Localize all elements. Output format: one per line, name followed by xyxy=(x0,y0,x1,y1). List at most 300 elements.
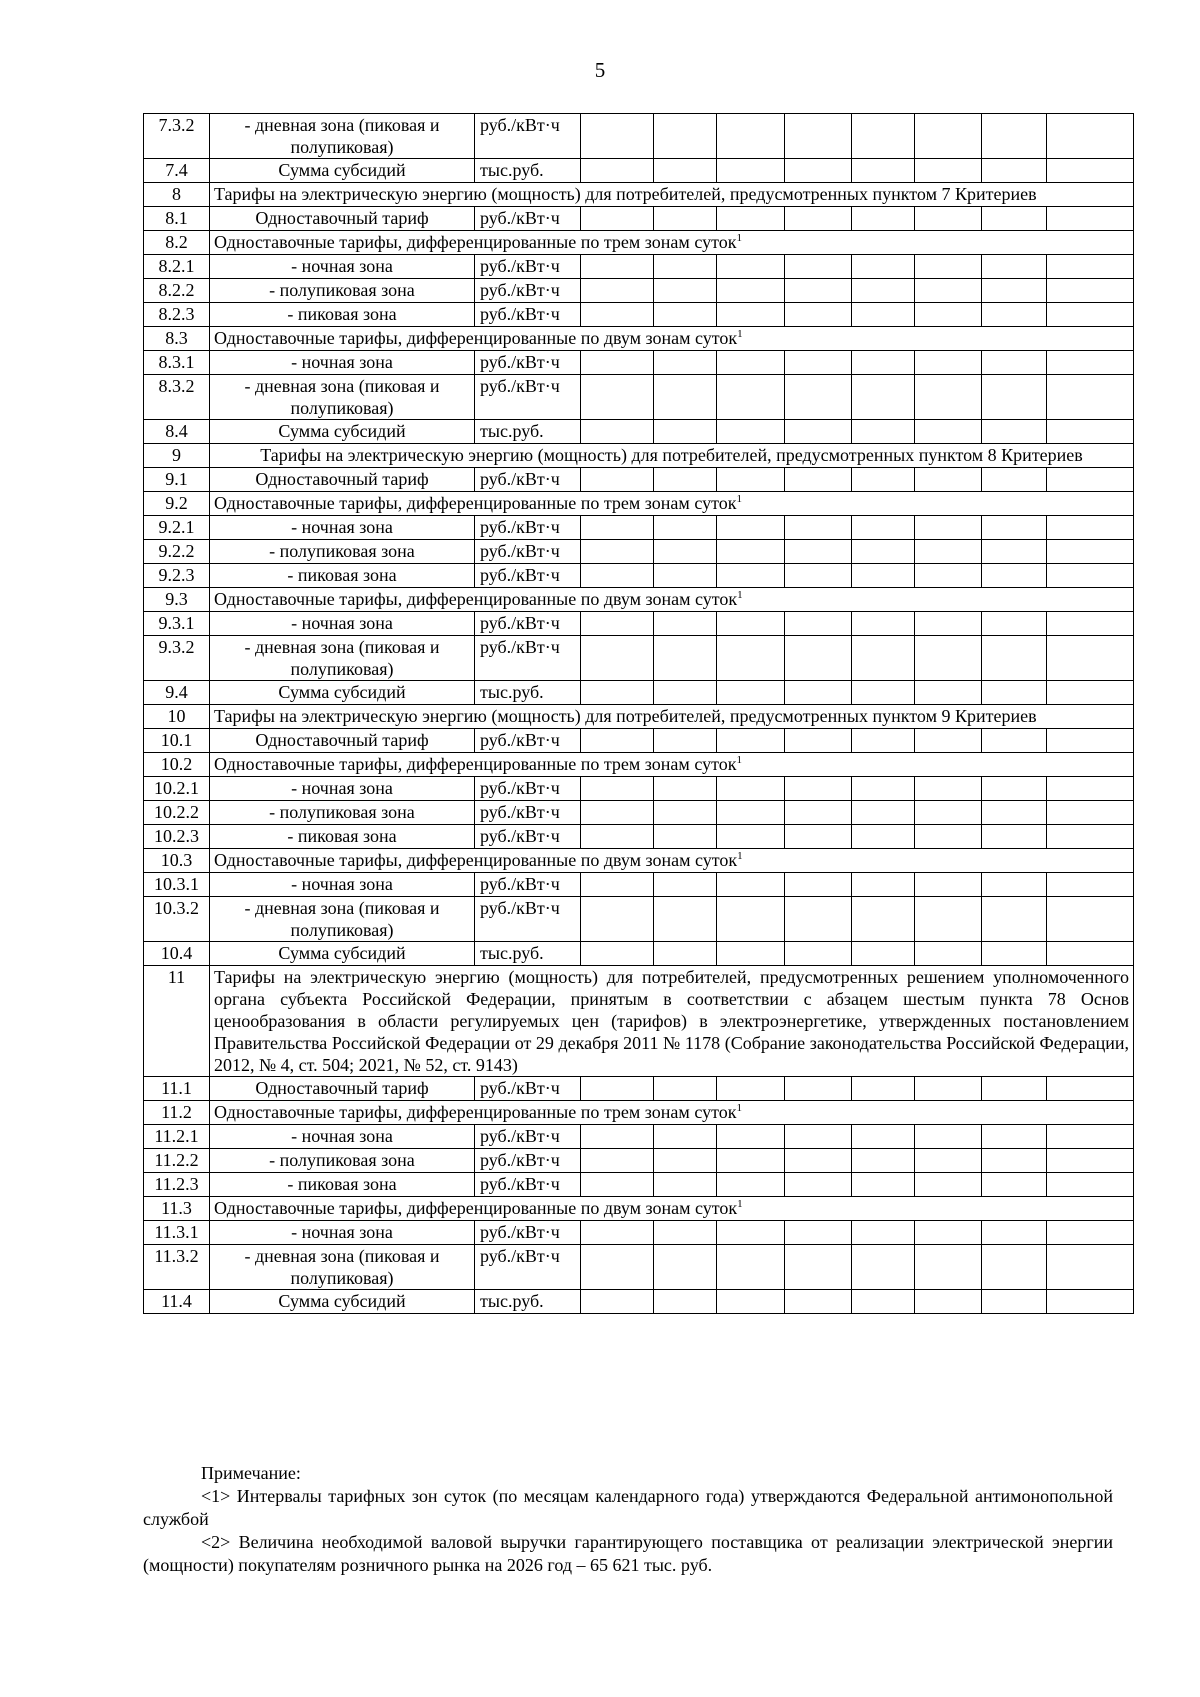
value-cell xyxy=(1047,1221,1134,1245)
unit-cell: тыс.руб. xyxy=(475,681,581,705)
row-number: 7.3.2 xyxy=(144,114,210,159)
page-number: 5 xyxy=(594,58,606,82)
value-cell xyxy=(654,207,717,231)
table-row xyxy=(144,801,1134,825)
value-cell xyxy=(581,375,654,420)
section-title xyxy=(210,1197,1134,1221)
value-cell xyxy=(982,114,1047,159)
indicator-name: - ночная зона xyxy=(210,1221,475,1245)
unit-cell: тыс.руб. xyxy=(475,942,581,966)
value-cell xyxy=(982,279,1047,303)
value-cell xyxy=(785,279,852,303)
value-cell xyxy=(785,873,852,897)
value-cell xyxy=(717,351,785,375)
section-title-text: Одноставочные тарифы, дифференцированные по двум зонам суток xyxy=(214,589,738,609)
section-title xyxy=(210,705,1134,729)
value-cell xyxy=(654,516,717,540)
value-cell xyxy=(717,1221,785,1245)
value-cell xyxy=(1047,897,1134,942)
value-cell xyxy=(717,1125,785,1149)
unit-cell: тыс.руб. xyxy=(475,159,581,183)
value-cell xyxy=(717,873,785,897)
indicator-name: - ночная зона xyxy=(210,351,475,375)
value-cell xyxy=(785,801,852,825)
value-cell xyxy=(654,873,717,897)
value-cell xyxy=(654,1125,717,1149)
row-number: 10 xyxy=(144,705,210,729)
value-cell xyxy=(982,255,1047,279)
row-number: 10.1 xyxy=(144,729,210,753)
value-cell xyxy=(982,159,1047,183)
value-cell xyxy=(785,375,852,420)
section-title-text: Тарифы на электрическую энергию (мощность) для потребителей, предусмотренных пунктом 8 Критериев xyxy=(260,445,1083,465)
value-cell xyxy=(717,612,785,636)
value-cell xyxy=(654,612,717,636)
value-cell xyxy=(785,1221,852,1245)
value-cell xyxy=(982,681,1047,705)
table-body xyxy=(144,114,1134,1314)
value-cell xyxy=(581,114,654,159)
value-cell xyxy=(581,279,654,303)
value-cell xyxy=(915,873,982,897)
value-cell xyxy=(982,801,1047,825)
unit-cell: руб./кВт·ч xyxy=(475,873,581,897)
value-cell xyxy=(1047,564,1134,588)
value-cell xyxy=(785,1077,852,1101)
value-cell xyxy=(785,777,852,801)
row-number: 11.2.2 xyxy=(144,1149,210,1173)
value-cell xyxy=(717,159,785,183)
value-cell xyxy=(581,942,654,966)
indicator-name: Одноставочный тариф xyxy=(210,729,475,753)
value-cell xyxy=(581,897,654,942)
value-cell xyxy=(785,207,852,231)
table-section-row xyxy=(144,753,1134,777)
unit-cell: руб./кВт·ч xyxy=(475,207,581,231)
value-cell xyxy=(717,516,785,540)
footnote-ref: 1 xyxy=(737,328,743,340)
value-cell xyxy=(717,801,785,825)
unit-cell: руб./кВт·ч xyxy=(475,540,581,564)
tariff-table xyxy=(143,113,1134,1314)
section-title xyxy=(210,444,1134,468)
indicator-name: - ночная зона xyxy=(210,777,475,801)
value-cell xyxy=(581,1125,654,1149)
row-number: 11.2.1 xyxy=(144,1125,210,1149)
indicator-name: - пиковая зона xyxy=(210,825,475,849)
value-cell xyxy=(654,351,717,375)
section-title-text: Одноставочные тарифы, дифференцированные по двум зонам суток xyxy=(214,850,738,870)
value-cell xyxy=(915,612,982,636)
value-cell xyxy=(915,303,982,327)
row-number: 8.4 xyxy=(144,420,210,444)
value-cell xyxy=(982,468,1047,492)
row-number: 10.2.2 xyxy=(144,801,210,825)
table-row xyxy=(144,351,1134,375)
value-cell xyxy=(654,159,717,183)
value-cell xyxy=(581,801,654,825)
value-cell xyxy=(915,1221,982,1245)
value-cell xyxy=(915,564,982,588)
footnote-ref: 1 xyxy=(736,754,742,766)
value-cell xyxy=(717,207,785,231)
value-cell xyxy=(785,1125,852,1149)
section-title xyxy=(210,966,1134,1077)
value-cell xyxy=(581,303,654,327)
indicator-name: Сумма субсидий xyxy=(210,1290,475,1314)
value-cell xyxy=(581,564,654,588)
section-title-text: Одноставочные тарифы, дифференцированные по трем зонам суток xyxy=(214,232,737,252)
footnote-ref: 1 xyxy=(736,1102,742,1114)
table-row xyxy=(144,636,1134,681)
indicator-name: - ночная зона xyxy=(210,255,475,279)
section-title xyxy=(210,849,1134,873)
value-cell xyxy=(654,420,717,444)
value-cell xyxy=(852,681,915,705)
indicator-name: - дневная зона (пиковая и полупиковая) xyxy=(210,897,475,942)
value-cell xyxy=(982,351,1047,375)
unit-cell: руб./кВт·ч xyxy=(475,1149,581,1173)
value-cell xyxy=(581,777,654,801)
value-cell xyxy=(1047,1245,1134,1290)
value-cell xyxy=(915,540,982,564)
value-cell xyxy=(915,159,982,183)
table-row xyxy=(144,303,1134,327)
value-cell xyxy=(852,1077,915,1101)
table-row xyxy=(144,468,1134,492)
value-cell xyxy=(785,420,852,444)
value-cell xyxy=(581,255,654,279)
value-cell xyxy=(852,1221,915,1245)
indicator-name: Сумма субсидий xyxy=(210,942,475,966)
row-number: 10.3.2 xyxy=(144,897,210,942)
table-row xyxy=(144,159,1134,183)
value-cell xyxy=(717,114,785,159)
indicator-name: - ночная зона xyxy=(210,516,475,540)
table-row xyxy=(144,1290,1134,1314)
unit-cell: руб./кВт·ч xyxy=(475,825,581,849)
row-number: 9.1 xyxy=(144,468,210,492)
table-row xyxy=(144,1173,1134,1197)
value-cell xyxy=(654,279,717,303)
value-cell xyxy=(915,1077,982,1101)
section-title xyxy=(210,231,1134,255)
note-2: <2> Величина необходимой валовой выручки гарантирующего поставщика от реализации электрической энергии (мощности) покупателям розничного рынка на 2026 год – 65 621 тыс. руб. xyxy=(143,1532,1113,1575)
value-cell xyxy=(852,729,915,753)
value-cell xyxy=(654,375,717,420)
value-cell xyxy=(581,468,654,492)
value-cell xyxy=(982,1245,1047,1290)
footnote-ref: 1 xyxy=(736,232,742,244)
value-cell xyxy=(581,1290,654,1314)
value-cell xyxy=(852,1173,915,1197)
table-row xyxy=(144,279,1134,303)
value-cell xyxy=(654,1173,717,1197)
indicator-name: - дневная зона (пиковая и полупиковая) xyxy=(210,375,475,420)
value-cell xyxy=(915,681,982,705)
value-cell xyxy=(581,729,654,753)
value-cell xyxy=(915,897,982,942)
value-cell xyxy=(581,1245,654,1290)
value-cell xyxy=(581,351,654,375)
value-cell xyxy=(654,1245,717,1290)
value-cell xyxy=(654,681,717,705)
table-row xyxy=(144,207,1134,231)
value-cell xyxy=(1047,207,1134,231)
indicator-name: - ночная зона xyxy=(210,612,475,636)
value-cell xyxy=(785,825,852,849)
indicator-name: - дневная зона (пиковая и полупиковая) xyxy=(210,636,475,681)
row-number: 8.3.2 xyxy=(144,375,210,420)
value-cell xyxy=(982,540,1047,564)
indicator-name: - полупиковая зона xyxy=(210,801,475,825)
indicator-name: Сумма субсидий xyxy=(210,681,475,705)
value-cell xyxy=(915,516,982,540)
value-cell xyxy=(654,777,717,801)
value-cell xyxy=(1047,255,1134,279)
value-cell xyxy=(1047,1149,1134,1173)
value-cell xyxy=(982,303,1047,327)
value-cell xyxy=(982,375,1047,420)
section-title-text: Тарифы на электрическую энергию (мощность) для потребителей, предусмотренных решением уполномоченного органа субъекта Российской Федерации, принятым в соответствии с абзацем шестым пункта 78 Основ ценообразования в области регулируемых цен (тарифов) в электроэнергетике, утвержденных постановлением Правительства Российской Федерации от 29 декабря 2011 № 1178 (Собрание законодательства Российской Федерации, 2012, № 4, ст. 504; 2021, № 52, ст. 9143) xyxy=(214,967,1129,1075)
value-cell xyxy=(1047,777,1134,801)
value-cell xyxy=(982,1173,1047,1197)
table-row xyxy=(144,516,1134,540)
table-row xyxy=(144,375,1134,420)
table-row xyxy=(144,1077,1134,1101)
section-title-text: Одноставочные тарифы, дифференцированные по трем зонам суток xyxy=(214,1102,737,1122)
row-number: 10.3 xyxy=(144,849,210,873)
section-title xyxy=(210,492,1134,516)
value-cell xyxy=(785,468,852,492)
value-cell xyxy=(915,1125,982,1149)
table-row xyxy=(144,825,1134,849)
value-cell xyxy=(717,636,785,681)
unit-cell: руб./кВт·ч xyxy=(475,564,581,588)
table-row xyxy=(144,1149,1134,1173)
unit-cell: руб./кВт·ч xyxy=(475,1245,581,1290)
value-cell xyxy=(915,801,982,825)
value-cell xyxy=(852,468,915,492)
value-cell xyxy=(982,942,1047,966)
row-number: 9 xyxy=(144,444,210,468)
value-cell xyxy=(717,1149,785,1173)
value-cell xyxy=(1047,801,1134,825)
value-cell xyxy=(852,255,915,279)
value-cell xyxy=(982,1125,1047,1149)
value-cell xyxy=(982,420,1047,444)
value-cell xyxy=(581,681,654,705)
value-cell xyxy=(982,1290,1047,1314)
indicator-name: - полупиковая зона xyxy=(210,279,475,303)
indicator-name: Сумма субсидий xyxy=(210,159,475,183)
row-number: 10.2 xyxy=(144,753,210,777)
indicator-name: - пиковая зона xyxy=(210,1173,475,1197)
value-cell xyxy=(982,564,1047,588)
value-cell xyxy=(785,255,852,279)
row-number: 9.2.1 xyxy=(144,516,210,540)
value-cell xyxy=(581,540,654,564)
row-number: 8.3 xyxy=(144,327,210,351)
value-cell xyxy=(581,825,654,849)
section-title xyxy=(210,327,1134,351)
unit-cell: руб./кВт·ч xyxy=(475,777,581,801)
indicator-name: - ночная зона xyxy=(210,1125,475,1149)
value-cell xyxy=(581,1173,654,1197)
value-cell xyxy=(1047,825,1134,849)
value-cell xyxy=(785,564,852,588)
value-cell xyxy=(852,612,915,636)
value-cell xyxy=(654,1077,717,1101)
value-cell xyxy=(717,1173,785,1197)
unit-cell: руб./кВт·ч xyxy=(475,468,581,492)
value-cell xyxy=(785,729,852,753)
unit-cell: руб./кВт·ч xyxy=(475,897,581,942)
row-number: 9.2.3 xyxy=(144,564,210,588)
table-row xyxy=(144,612,1134,636)
value-cell xyxy=(852,825,915,849)
value-cell xyxy=(852,540,915,564)
table-section-row xyxy=(144,492,1134,516)
section-title xyxy=(210,588,1134,612)
value-cell xyxy=(785,681,852,705)
value-cell xyxy=(852,207,915,231)
value-cell xyxy=(785,1149,852,1173)
value-cell xyxy=(915,777,982,801)
footnote-ref: 1 xyxy=(736,493,742,505)
value-cell xyxy=(581,1221,654,1245)
row-number: 8.2.2 xyxy=(144,279,210,303)
value-cell xyxy=(982,636,1047,681)
row-number: 10.3.1 xyxy=(144,873,210,897)
value-cell xyxy=(982,825,1047,849)
row-number: 7.4 xyxy=(144,159,210,183)
value-cell xyxy=(852,1290,915,1314)
value-cell xyxy=(982,612,1047,636)
value-cell xyxy=(581,873,654,897)
row-number: 11.3 xyxy=(144,1197,210,1221)
row-number: 11.1 xyxy=(144,1077,210,1101)
row-number: 11.3.1 xyxy=(144,1221,210,1245)
table-section-row xyxy=(144,705,1134,729)
value-cell xyxy=(785,159,852,183)
table-row xyxy=(144,255,1134,279)
value-cell xyxy=(785,303,852,327)
value-cell xyxy=(581,207,654,231)
value-cell xyxy=(1047,159,1134,183)
value-cell xyxy=(852,159,915,183)
value-cell xyxy=(785,351,852,375)
value-cell xyxy=(717,729,785,753)
row-number: 9.2.2 xyxy=(144,540,210,564)
indicator-name: - дневная зона (пиковая и полупиковая) xyxy=(210,1245,475,1290)
value-cell xyxy=(717,1245,785,1290)
value-cell xyxy=(852,303,915,327)
value-cell xyxy=(915,420,982,444)
indicator-name: - пиковая зона xyxy=(210,303,475,327)
value-cell xyxy=(785,114,852,159)
value-cell xyxy=(1047,1173,1134,1197)
unit-cell: тыс.руб. xyxy=(475,420,581,444)
value-cell xyxy=(785,516,852,540)
indicator-name: - полупиковая зона xyxy=(210,1149,475,1173)
value-cell xyxy=(654,255,717,279)
value-cell xyxy=(1047,375,1134,420)
row-number: 11.4 xyxy=(144,1290,210,1314)
value-cell xyxy=(915,1245,982,1290)
value-cell xyxy=(654,801,717,825)
value-cell xyxy=(654,1149,717,1173)
value-cell xyxy=(785,942,852,966)
value-cell xyxy=(982,207,1047,231)
row-number: 10.4 xyxy=(144,942,210,966)
table-section-row xyxy=(144,231,1134,255)
value-cell xyxy=(915,1149,982,1173)
indicator-name: - пиковая зона xyxy=(210,564,475,588)
table-row xyxy=(144,873,1134,897)
section-title-text: Одноставочные тарифы, дифференцированные по трем зонам суток xyxy=(214,754,737,774)
value-cell xyxy=(852,516,915,540)
value-cell xyxy=(982,1221,1047,1245)
value-cell xyxy=(1047,942,1134,966)
value-cell xyxy=(915,114,982,159)
value-cell xyxy=(1047,873,1134,897)
value-cell xyxy=(852,351,915,375)
row-number: 9.3.2 xyxy=(144,636,210,681)
value-cell xyxy=(654,564,717,588)
row-number: 8.2.3 xyxy=(144,303,210,327)
value-cell xyxy=(852,114,915,159)
row-number: 11.3.2 xyxy=(144,1245,210,1290)
value-cell xyxy=(785,1173,852,1197)
value-cell xyxy=(1047,420,1134,444)
value-cell xyxy=(852,1149,915,1173)
value-cell xyxy=(1047,540,1134,564)
table-row xyxy=(144,1125,1134,1149)
value-cell xyxy=(852,777,915,801)
value-cell xyxy=(717,681,785,705)
unit-cell: руб./кВт·ч xyxy=(475,255,581,279)
unit-cell: руб./кВт·ч xyxy=(475,612,581,636)
unit-cell: руб./кВт·ч xyxy=(475,516,581,540)
value-cell xyxy=(717,375,785,420)
value-cell xyxy=(852,564,915,588)
indicator-name: - полупиковая зона xyxy=(210,540,475,564)
value-cell xyxy=(1047,612,1134,636)
value-cell xyxy=(915,729,982,753)
table-row xyxy=(144,114,1134,159)
value-cell xyxy=(915,279,982,303)
value-cell xyxy=(581,1077,654,1101)
value-cell xyxy=(717,303,785,327)
value-cell xyxy=(1047,1290,1134,1314)
value-cell xyxy=(581,612,654,636)
row-number: 10.2.3 xyxy=(144,825,210,849)
row-number: 8.2.1 xyxy=(144,255,210,279)
table-row xyxy=(144,681,1134,705)
row-number: 8.2 xyxy=(144,231,210,255)
indicator-name: Одноставочный тариф xyxy=(210,468,475,492)
footnote-ref: 1 xyxy=(737,1198,743,1210)
value-cell xyxy=(581,420,654,444)
value-cell xyxy=(581,636,654,681)
value-cell xyxy=(1047,351,1134,375)
row-number: 9.4 xyxy=(144,681,210,705)
section-title-text: Одноставочные тарифы, дифференцированные по двум зонам суток xyxy=(214,328,738,348)
value-cell xyxy=(852,420,915,444)
value-cell xyxy=(852,873,915,897)
value-cell xyxy=(581,1149,654,1173)
